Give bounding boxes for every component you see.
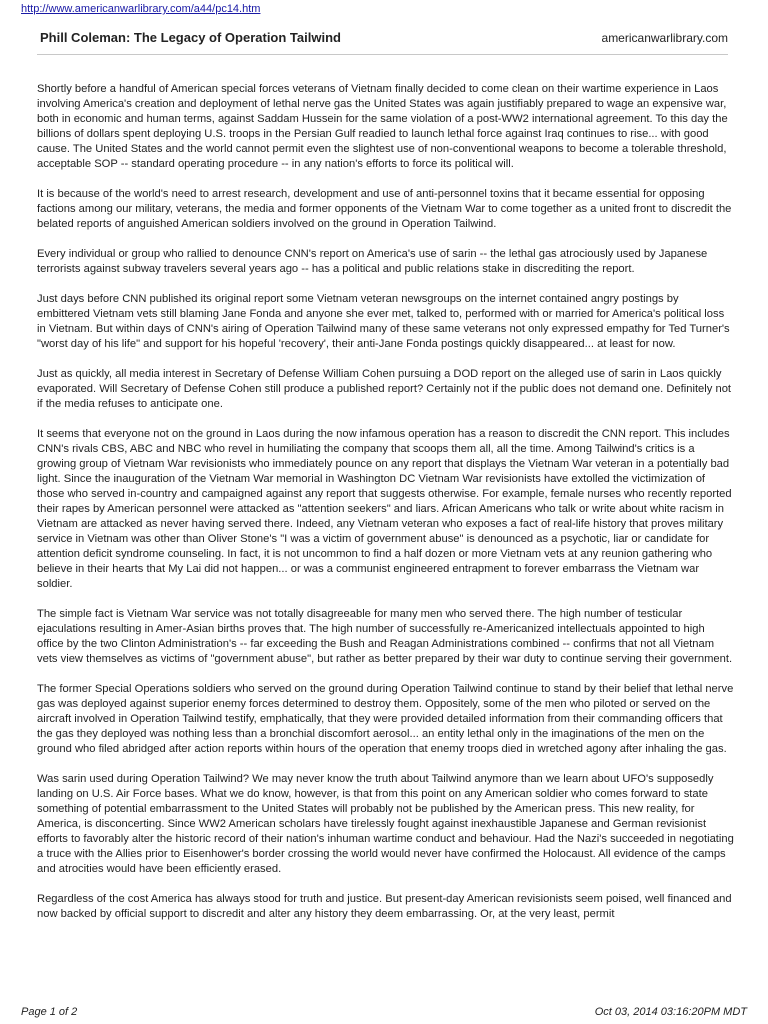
article-body [37, 82, 734, 1007]
paragraph: Was sarin used during Operation Tailwind? We may never know the truth about Tailwind anymore than we learn about UFO's supposedly landing on U.S. Air Force bases. What we do know, however, is that from this point on any American soldier who comes forward to state something of potential embarrassment to the United States will probably not be published by the American press. This new reality, for America, is disconcerting. Since WW2 American scholars have tirelessly fought against inexhaustible Japanese and German revisionist efforts to favorably alter the historic record of their nation's inhuman wartime conduct and behaviour. Had the Nazi's succeeded in negotiating a truce with the Allies prior to Eisenhower's border crossing the world would never have confirmed the Holocaust. All evidence of the camps and atrocities would have been efficiently erased. [37, 773, 734, 875]
paragraph: The simple fact is Vietnam War service was not totally disagreeable for many men who served there. The high number of testicular ejaculations resulting in Amer-Asian births proves that. The high number of successfully re-Americanized intellectuals appointed to high office by the two Clinton Administration's -- far exceeding the Bush and Reagan Administrations combined -- confirms that not all Vietnam vets view themselves as victims of "government abuse", but rather as better prepared by their war duty to continue serving their government. [37, 608, 733, 665]
print-timestamp: Oct 03, 2014 03:16:20PM MDT [594, 1006, 747, 1018]
paragraph: It is because of the world's need to arrest research, development and use of anti-personnel toxins that it became essential for opposing factions among our military, veterans, the media and former opponents of the Vietnam War to come together as a united front to discredit the belated reports of anguished American soldiers involved on the ground in Operation Tailwind. [37, 188, 732, 230]
page-url-link[interactable]: http://www.americanwarlibrary.com/a44/pc14.htm [21, 3, 261, 15]
paragraph: Every individual or group who rallied to denounce CNN's report on America's use of sarin -- the lethal gas atrociously used by Japanese terrorists against subway travelers several years ago -- has a political and public relations stake in discrediting the report. [37, 248, 708, 275]
page-header [37, 30, 728, 55]
page-title: Phill Coleman: The Legacy of Operation Tailwind [40, 30, 341, 45]
paragraph: Shortly before a handful of American special forces veterans of Vietnam finally decided to come clean on their wartime experience in Laos involving America's creation and deployment of lethal nerve gas the United States was again justifiably prepared to wage an expensive war, both in economic and human terms, against Saddam Hussein for the same violation of a post-WW2 international agreement. To this day the billions of dollars spent deploying U.S. troops in the Persian Gulf readied to launch lethal force against Iraq continues to rise... with good cause. The United States and the world cannot permit even the slightest use of non-conventional weapons to become a tolerable threshold, acceptable SOP -- standard operating procedure -- in any nation's efforts to force its political will. [37, 83, 728, 170]
paragraph: Just as quickly, all media interest in Secretary of Defense William Cohen pursuing a DOD report on the alleged use of sarin in Laos quickly evaporated. Will Secretary of Defense Cohen still produce a published report? Certainly not if the public does not demand one. Definitely not if the media refuses to anticipate one. [37, 368, 732, 410]
paragraph: The former Special Operations soldiers who served on the ground during Operation Tailwind continue to stand by their belief that lethal nerve gas was deployed against superior enemy forces determined to destroy them. Oppositely, some of the men who piloted or served on the aircraft involved in Operation Tailwind testify, emphatically, that they were provided detailed information from their commanding officers that the gas they deployed was nothing less than a bronchial discomfort aerosol... an entity lethal only in the imaginations of the men on the ground who filed abridged after action reports within hours of the operation that enemy troops died in wretched agony after inhaling the gas. [37, 683, 734, 755]
paragraph: It seems that everyone not on the ground in Laos during the now infamous operation has a reason to discredit the CNN report. This includes CNN's rivals CBS, ABC and NBC who revel in humiliating the company that scoops them all, all the time. Among Tailwind's critics is a growing group of Vietnam War revisionists who immediately pounce on any report that displays the Vietnam War veteran in a potentially bad light. Since the inauguration of the Vietnam War memorial in Washington DC Vietnam War revisionists have extolled the victimization of those who served in-country and campaigned against any report that suggests otherwise. For example, female nurses who recently reported their rapes by American personnel were attacked as "attention seekers" and liars. African Americans who talk or write about white racism in Vietnam are attacked as never having served there. Indeed, any Vietnam veteran who exposes a fact of real-life history that proves military service in Vietnam was other than Oliver Stone's "I was a victim of government abuse" is denounced as a psychotic, liar or candidate for attention deficit syndrome counseling. In fact, it is not uncommon to find a half dozen or more Vietnam vets at any reunion gathering who believe in their hearts that My Lai did not happen... or was a communist engineered entrapment to forever embarrass the Vietnam war soldier. [37, 428, 732, 590]
paragraph: Just days before CNN published its original report some Vietnam veteran newsgroups on the internet contained angry postings by embittered Vietnam vets still blaming Jane Fonda and anyone she ever met, talked to, performed with or married for America's political loss in Vietnam. But within days of CNN's airing of Operation Tailwind many of these same veterans not only expressed empathy for Ted Turner's "worst day of his life" and support for his hopeful 'recovery', their anti-Jane Fonda postings quickly disappeared... at least for now. [37, 293, 730, 350]
site-name: americanwarlibrary.com [601, 31, 728, 45]
page-number: Page 1 of 2 [21, 1006, 78, 1018]
paragraph: Regardless of the cost America has always stood for truth and justice. But present-day American revisionists seem poised, well financed and now backed by official support to discredit and alter any history they deem embarrassing. Or, at the very least, permit [37, 893, 732, 920]
